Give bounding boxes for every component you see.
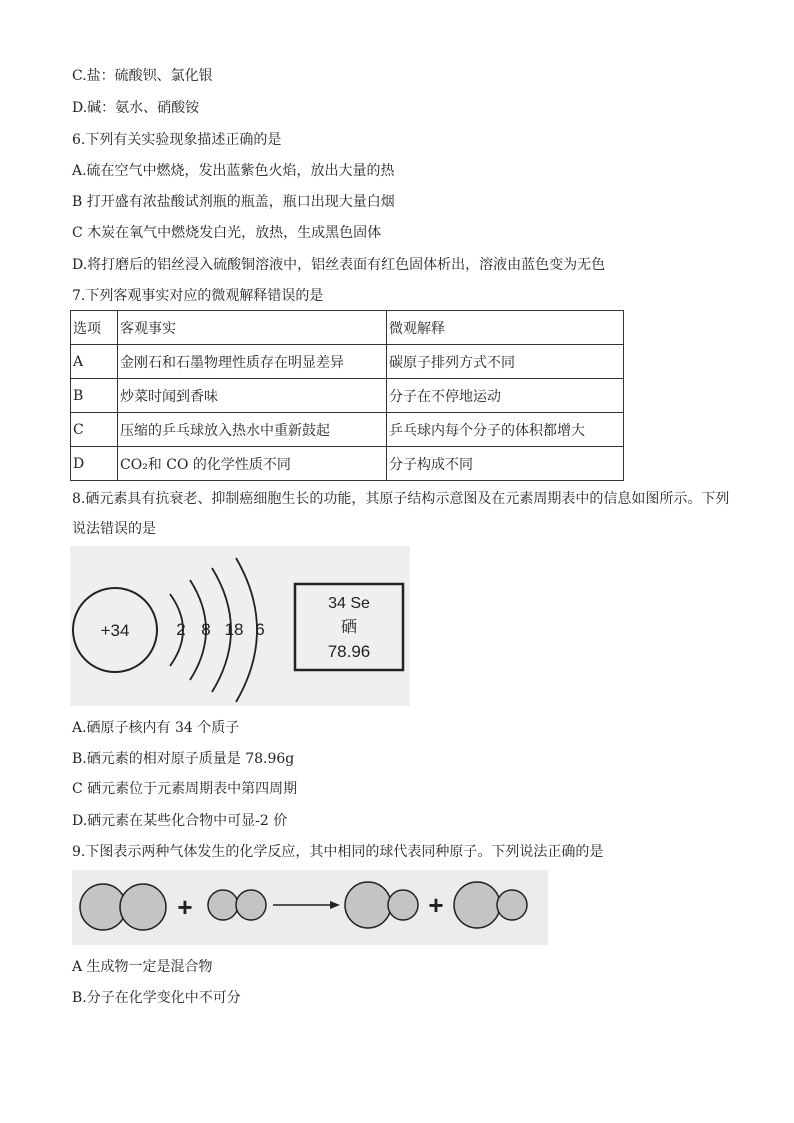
table-row [71,447,624,481]
element-mass: 78.96 [327,642,371,661]
arrow-head-icon [330,901,340,909]
small-atom [236,890,266,920]
large-atom [80,884,126,930]
selenium-figure [70,546,410,706]
table-row [71,345,624,379]
shell-electrons: 6 [255,620,265,639]
q8-stem-line1: 8.硒元素具有抗衰老、抑制癌细胞生长的功能，其原子结构示意图及在元素周期表中的信息如图所示。下列 [72,491,730,507]
q6-option-d: D.将打磨后的铝丝浸入硫酸铜溶液中，铝丝表面有红色固体析出，溶液由蓝色变为无色 [72,257,606,273]
row-explanation: 乒乓球内每个分子的体积都增大 [387,413,624,447]
table-header-row [71,311,624,345]
atom-structure-diagram [70,546,410,706]
shell-electrons: 18 [224,620,244,639]
q5-option-c: C.盐：硫酸钡、氯化银 [72,68,213,84]
q8-option-d: D.硒元素在某些化合物中可显-2 价 [72,813,288,829]
q9-option-b: B.分子在化学变化中不可分 [72,990,241,1006]
large-atom [120,884,166,930]
shell-electrons: 2 [176,620,186,639]
reaction-figure [72,870,548,945]
row-fact: 压缩的乒乓球放入热水中重新鼓起 [118,413,387,447]
shell-electrons: 8 [201,620,211,639]
q9-option-a: A 生成物一定是混合物 [72,959,213,975]
table-row [71,413,624,447]
element-number-symbol: 34 Se [328,595,370,612]
row-fact: 炒菜时闻到香味 [118,379,387,413]
small-atom [497,890,527,920]
q8-option-a: A.硒原子核内有 34 个质子 [72,720,240,736]
row-explanation: 分子在不停地运动 [387,379,624,413]
row-fact: 金刚石和石墨物理性质存在明显差异 [118,345,387,379]
element-name: 硒 [340,617,358,636]
table-row [71,379,624,413]
q8-stem-line2: 说法错误的是 [72,521,156,537]
q6-option-a: A.硫在空气中燃烧，发出蓝紫色火焰，放出大量的热 [72,163,395,179]
row-option: D [71,447,118,481]
q6-option-b: B 打开盛有浓盐酸试剂瓶的瓶盖，瓶口出现大量白烟 [72,194,395,210]
molecule-reaction-diagram [72,870,548,945]
small-atom [388,890,418,920]
plus-sign: + [177,892,193,922]
q8-option-c: C 硒元素位于元素周期表中第四周期 [72,781,298,797]
small-atom [208,890,238,920]
row-explanation: 分子构成不同 [387,447,624,481]
plus-sign: + [428,890,444,920]
q7-table [70,310,624,481]
q5-option-d: D.碱：氨水、硝酸铵 [72,100,200,116]
large-atom [345,882,391,928]
row-option: A [71,345,118,379]
nucleus-charge: +34 [100,621,130,640]
q7-stem: 7.下列客观事实对应的微观解释错误的是 [72,288,324,304]
row-option: B [71,379,118,413]
header-fact: 客观事实 [118,311,387,345]
header-option: 选项 [71,311,118,345]
q9-stem: 9.下图表示两种气体发生的化学反应，其中相同的球代表同种原子。下列说法正确的是 [72,844,604,860]
q6-stem: 6.下列有关实验现象描述正确的是 [72,132,282,148]
header-explanation: 微观解释 [387,311,624,345]
large-atom [454,882,500,928]
row-option: C [71,413,118,447]
row-explanation: 碳原子排列方式不同 [387,345,624,379]
q8-option-b: B.硒元素的相对原子质量是 78.96g [72,751,295,767]
q6-option-c: C 木炭在氧气中燃烧发白光，放热，生成黑色固体 [72,225,382,241]
row-fact: CO₂和 CO 的化学性质不同 [118,447,387,481]
